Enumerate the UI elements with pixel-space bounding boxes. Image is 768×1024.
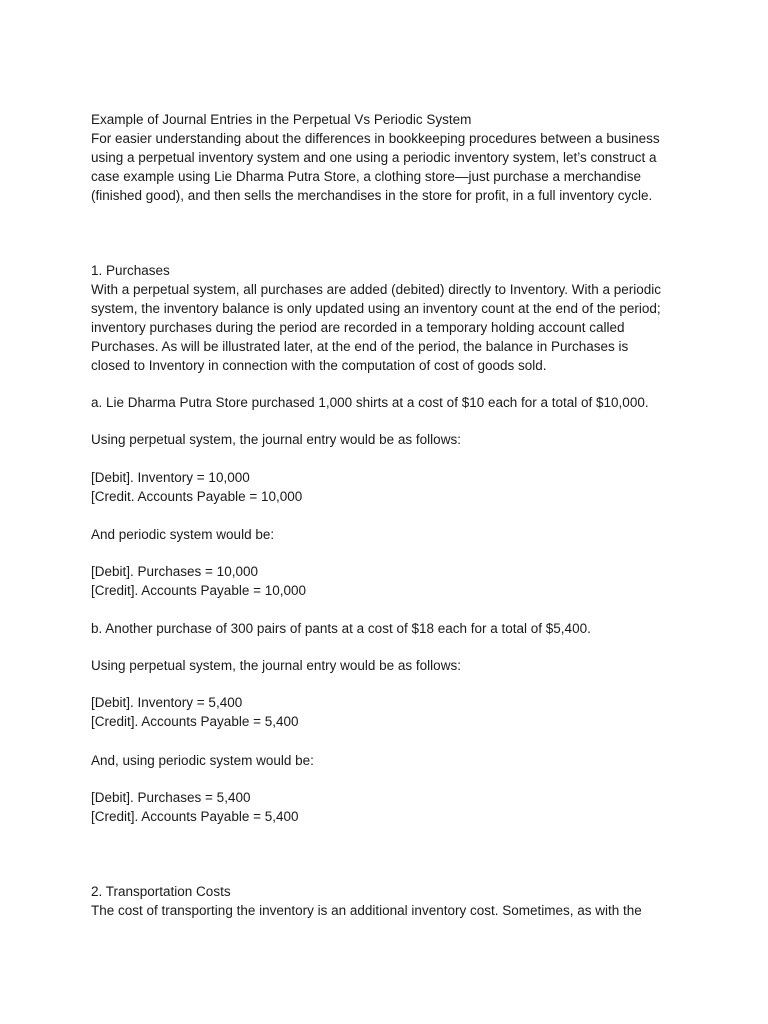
section-body-line: Purchases. As will be illustrated later, at the end of the period, the balance in Purchases is — [91, 339, 629, 354]
example-b-periodic-debit: [Debit]. Purchases = 5,400 — [91, 790, 251, 805]
example-a-perpetual-intro: Using perpetual system, the journal entry would be as follows: — [91, 432, 461, 447]
intro-line: case example using Lie Dharma Putra Store, a clothing store—just purchase a merchandise — [91, 169, 642, 184]
section-body-line: With a perpetual system, all purchases are added (debited) directly to Inventory. With a periodic — [91, 282, 662, 297]
document-title: Example of Journal Entries in the Perpetual Vs Periodic System — [91, 112, 472, 127]
example-a-periodic-credit: [Credit]. Accounts Payable = 10,000 — [91, 583, 307, 598]
intro-line: using a perpetual inventory system and one using a periodic inventory system, let’s construct a — [91, 150, 657, 165]
example-a-periodic-intro: And periodic system would be: — [91, 527, 275, 542]
section-body-line: closed to Inventory in connection with the computation of cost of goods sold. — [91, 358, 547, 373]
example-b-perpetual-debit: [Debit]. Inventory = 5,400 — [91, 695, 243, 710]
intro-line: (finished good), and then sells the merchandises in the store for profit, in a full inventory cycle. — [91, 188, 653, 203]
example-b-periodic-intro: And, using periodic system would be: — [91, 753, 314, 768]
example-b-text: b. Another purchase of 300 pairs of pants at a cost of $18 each for a total of $5,400. — [91, 621, 591, 636]
example-b-perpetual-intro: Using perpetual system, the journal entry would be as follows: — [91, 658, 461, 673]
section-body-line: inventory purchases during the period are recorded in a temporary holding account called — [91, 320, 625, 335]
section-body-line: The cost of transporting the inventory is an additional inventory cost. Sometimes, as with the — [91, 903, 642, 918]
intro-line: For easier understanding about the differences in bookkeeping procedures between a business — [91, 131, 660, 146]
section-body-line: system, the inventory balance is only updated using an inventory count at the end of the period; — [91, 301, 661, 316]
example-b-perpetual-credit: [Credit]. Accounts Payable = 5,400 — [91, 714, 299, 729]
example-a-perpetual-credit: [Credit. Accounts Payable = 10,000 — [91, 489, 303, 504]
example-a-perpetual-debit: [Debit]. Inventory = 10,000 — [91, 470, 250, 485]
section-heading-transportation: 2. Transportation Costs — [91, 884, 231, 899]
example-a-periodic-debit: [Debit]. Purchases = 10,000 — [91, 564, 258, 579]
example-a-text: a. Lie Dharma Putra Store purchased 1,000 shirts at a cost of $10 each for a total of $10,000. — [91, 395, 649, 410]
example-b-periodic-credit: [Credit]. Accounts Payable = 5,400 — [91, 809, 299, 824]
section-heading-purchases: 1. Purchases — [91, 263, 170, 278]
